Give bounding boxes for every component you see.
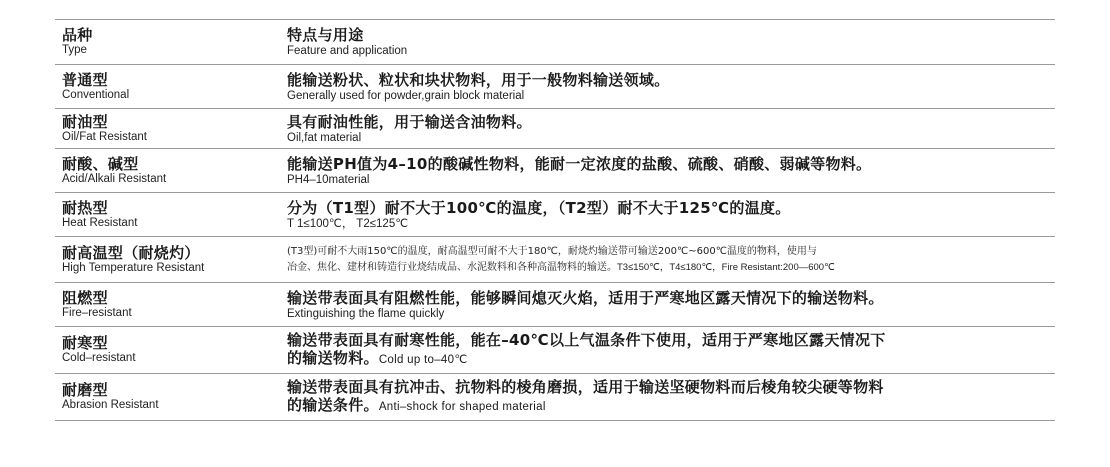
type-zh: 耐油型: [62, 112, 108, 131]
feature-zh: 具有耐油性能，用于输送含油物料。: [287, 112, 532, 131]
feature-line2: [287, 396, 1055, 416]
type-zh: 耐酸、碱型: [62, 154, 139, 173]
type-cell: [55, 109, 287, 148]
product-type-table: [55, 19, 1055, 421]
type-zh: 耐热型: [62, 198, 108, 217]
table-row: [55, 64, 1055, 108]
type-en: Cold–resistant: [62, 352, 136, 364]
type-cell: [55, 283, 287, 326]
feature-cell: [287, 237, 1055, 282]
feature-en: PH4–10material: [287, 173, 370, 186]
feature-cell: [287, 327, 1055, 373]
type-cell: [55, 374, 287, 420]
type-cell: [55, 237, 287, 282]
type-zh: 耐寒型: [62, 334, 108, 352]
feature-zh: 分为（T1型）耐不大于100℃的温度，（T2型）耐不大于125℃的温度。: [287, 198, 791, 217]
type-zh: 耐磨型: [62, 381, 108, 399]
feature-cell: [287, 193, 1055, 236]
table-row: [55, 373, 1055, 421]
feature-en: Oil,fat material: [287, 131, 362, 144]
feature-cell: [287, 65, 1055, 108]
type-cell: [55, 193, 287, 236]
type-en: Conventional: [62, 88, 130, 101]
feature-line1: 输送带表面具有耐寒性能，能在–40℃以上气温条件下使用，适用于严寒地区露天情况下: [287, 331, 886, 349]
table-row: [55, 326, 1055, 373]
feature-en: Extinguishing the flame quickly: [287, 307, 445, 320]
type-cell: [55, 327, 287, 373]
feature-line1: 输送带表面具有抗冲击、抗物料的棱角磨损，适用于输送坚硬物料而后棱角较尖硬等物料: [287, 378, 884, 396]
table-row: [55, 236, 1055, 282]
table-header-row: [55, 19, 1055, 64]
type-header-cell: [55, 20, 287, 64]
feature-en: Generally used for powder,grain block material: [287, 89, 525, 102]
feature-header-zh: 特点与用途: [287, 26, 364, 44]
type-cell: [55, 149, 287, 192]
type-header-zh: 品种: [62, 26, 93, 44]
type-en: Acid/Alkali Resistant: [62, 172, 167, 185]
table-row: [55, 108, 1055, 148]
type-en: High Temperature Resistant: [62, 261, 205, 274]
feature-line2-zh: 冶金、焦化、建材和铸造行业烧结成品、水泥数料和各种高温物料的输送。: [287, 261, 617, 273]
feature-cell: [287, 109, 1055, 148]
table-row: [55, 148, 1055, 192]
feature-cell: [287, 374, 1055, 420]
feature-cell: [287, 283, 1055, 326]
table-row: [55, 282, 1055, 326]
type-zh: 阻燃型: [62, 288, 108, 307]
feature-cell: [287, 149, 1055, 192]
feature-line1: (T3型)可耐不大雨150℃的温度，耐高温型可耐不大于180℃，耐烧灼输送带可输送200℃~600℃温度的物料，使用与: [287, 245, 817, 257]
type-en: Fire–resistant: [62, 306, 132, 319]
feature-line2-en: Anti–shock for shaped material: [378, 401, 546, 413]
feature-line2-zh: 的输送物料。: [287, 349, 379, 367]
feature-line2-en: Cold up to–40℃: [378, 354, 468, 366]
feature-header-cell: [287, 20, 1055, 64]
feature-en: T 1≤100℃， T2≤125℃: [287, 217, 409, 230]
feature-zh: 输送带表面具有阻燃性能，能够瞬间熄灭火焰，适用于严寒地区露天情况下的输送物料。: [287, 288, 884, 307]
feature-line2-zh: 的输送条件。: [287, 396, 379, 414]
feature-zh: 能输送PH值为4–10的酸碱性物料，能耐一定浓度的盐酸、硫酸、硝酸、弱碱等物料。: [287, 154, 872, 173]
type-en: Oil/Fat Resistant: [62, 130, 147, 143]
type-zh: 耐高温型（耐烧灼）: [62, 243, 200, 262]
type-zh: 普通型: [62, 70, 108, 89]
feature-zh: 能输送粉状、粒状和块状物料，用于一般物料输送领域。: [287, 70, 670, 89]
type-en: Abrasion Resistant: [62, 399, 159, 411]
feature-line2: [287, 349, 1055, 369]
type-header-en: Type: [62, 44, 87, 56]
feature-line2: [287, 260, 1055, 276]
feature-header-en: Feature and application: [287, 45, 408, 57]
feature-line2-en: T3≤150℃，T4≤180℃，Fire Resistant:200—600℃: [617, 261, 835, 273]
table-row: [55, 192, 1055, 236]
type-en: Heat Resistant: [62, 216, 138, 229]
type-cell: [55, 65, 287, 108]
